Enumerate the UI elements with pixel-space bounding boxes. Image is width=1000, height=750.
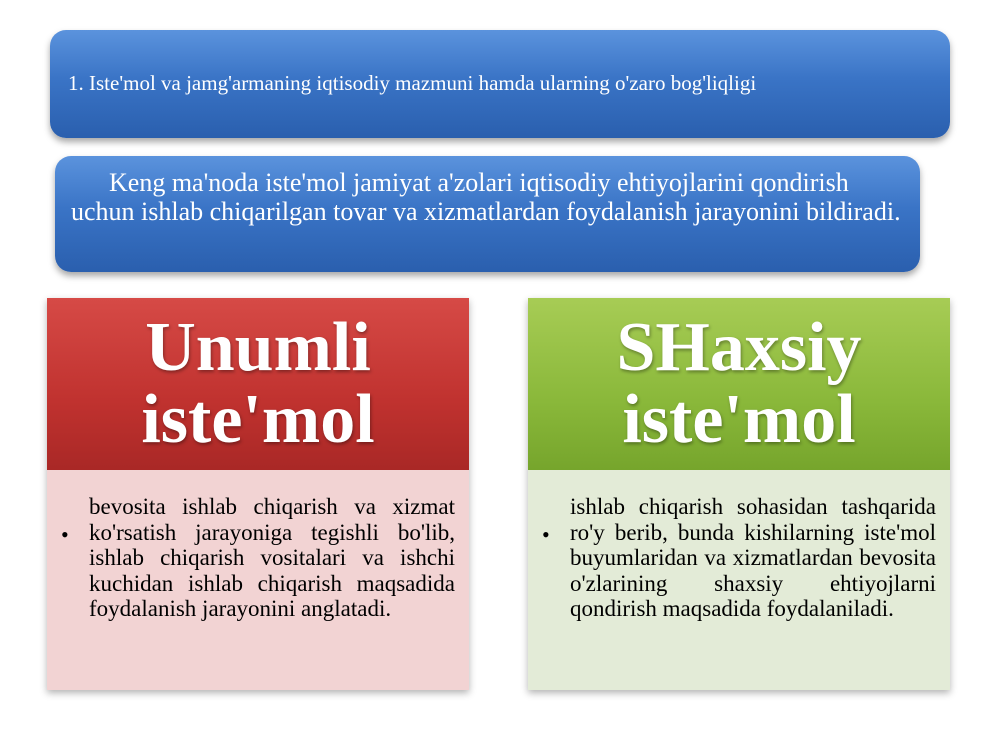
- card-description: ishlab chiqarish sohasidan tashqarida ro'y berib, bunda kishilarning iste'mol buyumlaridan va xizmatlardan bevosita o'zlarining shaxsiy ehtiyojlarni qondirish maqsadida foydalaniladi.: [570, 494, 936, 622]
- card-heading: SHaxsiy iste'mol: [528, 298, 950, 470]
- title-banner: [50, 30, 950, 138]
- definition-banner: [55, 156, 920, 272]
- card-heading: Unumli iste'mol: [47, 298, 469, 470]
- bullet-icon: •: [542, 522, 550, 547]
- slide-title: 1. Iste'mol va jamg'armaning iqtisodiy mazmuni hamda ularning o'zaro bog'liqligi: [68, 71, 757, 96]
- card-description: bevosita ishlab chiqarish va xizmat ko'rsatish jarayoniga tegishli bo'lib, ishlab chiqarish vositalari va ishchi kuchidan ishlab chiqarish maqsadida foydalanish jarayonini anglatadi.: [89, 494, 455, 622]
- bullet-icon: •: [61, 522, 69, 547]
- card-shaxsiy-istemol: [528, 298, 950, 690]
- card-unumli-istemol: [47, 298, 469, 690]
- definition-text: Keng ma'noda iste'mol jamiyat a'zolari iqtisodiy ehtiyojlarini qondirish uchun ishlab chiqarilgan tovar va xizmatlardan foydalanish jarayonini bildiradi.: [71, 168, 901, 226]
- card-body: [528, 470, 950, 690]
- card-body: [47, 470, 469, 690]
